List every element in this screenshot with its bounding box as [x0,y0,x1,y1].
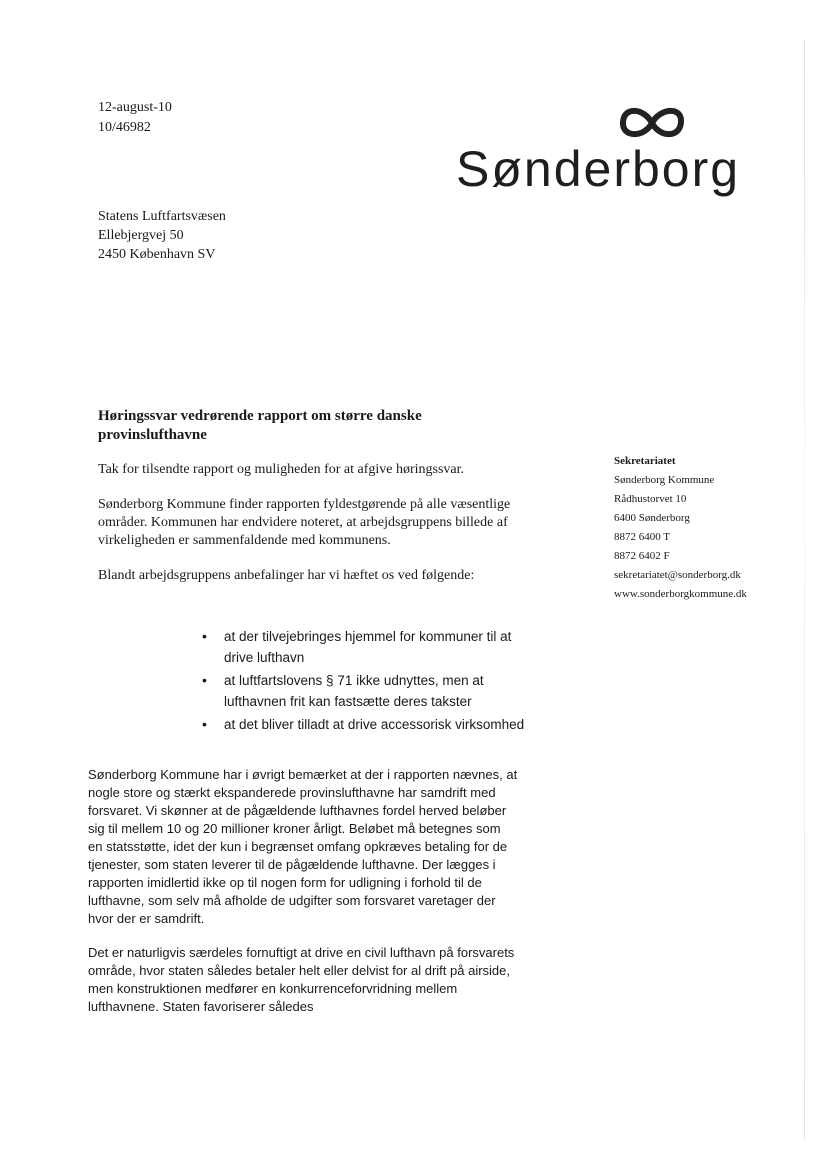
sender-info [614,452,747,604]
letter-date: 12-august-10 [98,100,172,115]
sonderborg-logo [452,98,752,218]
body-paragraph: Sønderborg Kommune finder rapporten fyldestgørende på alle væsentlige områder. Kommunen har endvidere noteret, at arbejdsgruppens billede af virkeligheden er sammenfaldende med kommunens. [98,497,511,548]
logo-wordmark: Sønderborg [456,141,741,197]
list-item-text: at luftfartslovens § 71 ikke udnyttes, men at lufthavnen frit kan fastsætte deres takster [224,673,484,709]
sender-phone: 8872 6400 T [614,531,671,543]
body-paragraph: Sønderborg Kommune har i øvrigt bemærket at der i rapporten nævnes, at nogle store og stærkt ekspanderede provinslufthavne har samdrift med forsvaret. Vi skønner at de pågældende lufthavnes fordel herved beløber sig til mellem 10 og 20 millioner kroner årligt. Beløbet må betegnes som en statsstøtte, idet der kun i begrænset omfang opkræves betaling for de tjenester, som staten leverer til de pågældende lufthavne. Der lægges i rapporten imidlertid ikke op til nogen form for udligning i forhold til de lufthavne, som selv må afholde de udgifter som forsvaret varetager der hvor der er samdrift. [88,767,518,926]
recommendations-list [196,626,536,737]
recipient-address [98,207,226,264]
sender-website: www.sonderborgkommune.dk [614,588,747,600]
sender-department: Sekretariatet [614,455,676,467]
letter-reference: 10/46982 [98,120,151,135]
recipient-line: Statens Luftfartsvæsen [98,209,226,224]
list-item [196,670,536,712]
recipient-line: 2450 København SV [98,247,216,262]
letter-body-main [88,766,518,1032]
sender-line: Sønderborg Kommune [614,474,715,486]
bullet-icon: • [202,716,207,732]
bullet-icon: • [202,628,207,644]
letter-body-intro [98,461,538,602]
list-item-text: at der tilvejebringes hjemmel for kommuner til at drive lufthavn [224,629,512,665]
body-paragraph: Tak for tilsendte rapport og muligheden for at afgive høringssvar. [98,462,465,477]
scan-edge-line [804,40,805,1140]
sender-fax: 8872 6402 F [614,550,670,562]
letter-subject: Høringssvar vedrørende rapport om større danske provinslufthavne [98,408,422,443]
sender-line: 6400 Sønderborg [614,512,690,524]
recipient-line: Ellebjergvej 50 [98,228,184,243]
sender-line: Rådhustorvet 10 [614,493,687,505]
list-item-text: at det bliver tilladt at drive accessorisk virksomhed [224,717,525,732]
infinity-logo-icon [616,102,688,144]
bullet-icon: • [202,672,207,688]
letter-meta [98,98,172,138]
body-paragraph: Blandt arbejdsgruppens anbefalinger har vi hæftet os ved følgende: [98,568,475,583]
list-item [196,714,536,735]
list-item [196,626,536,668]
body-paragraph: Det er naturligvis særdeles fornuftigt at drive en civil lufthavn på forsvarets område, hvor staten således betaler helt eller delvist for al drift på airside, men konstruktionen medfører en konkurrenceforvridning mellem lufthavnene. Staten favoriserer således [88,945,515,1014]
sender-email: sekretariatet@sonderborg.dk [614,569,741,581]
